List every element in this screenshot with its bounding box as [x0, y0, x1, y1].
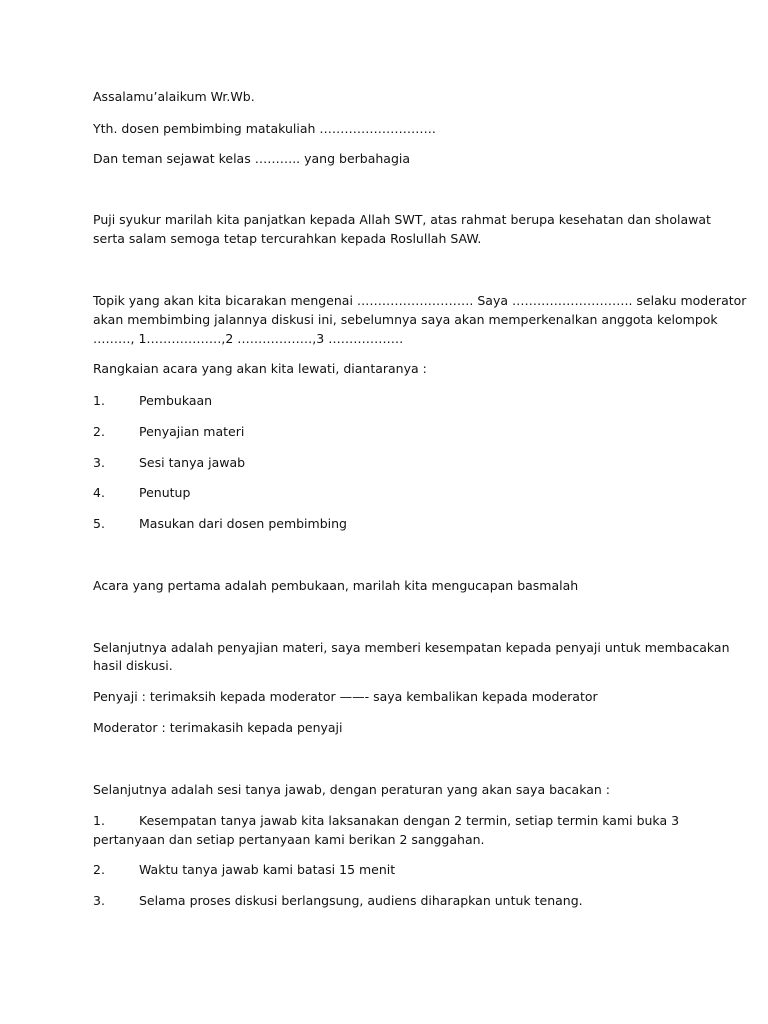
agenda-item-text: Penyajian materi	[139, 424, 245, 439]
topic-paragraph-line: Topik yang akan kita bicarakan mengenai ………………………. Saya ……………………….. selaku moderator	[93, 293, 747, 308]
addressee-lecturer-line: Yth. dosen pembimbing matakuliah ……………………….	[93, 121, 436, 136]
qa-intro-line: Selanjutnya adalah sesi tanya jawab, dengan peraturan yang akan saya bacakan :	[93, 782, 611, 797]
rule-item-number: 2.	[93, 862, 105, 877]
praise-paragraph-line: serta salam semoga tetap tercurahkan kepada Roslullah SAW.	[93, 231, 482, 246]
agenda-item-text: Sesi tanya jawab	[139, 455, 246, 470]
presentation-paragraph-line: Selanjutnya adalah penyajian materi, saya memberi kesempatan kepada penyaji untuk membacakan	[93, 640, 730, 655]
rule-item-text: Waktu tanya jawab kami batasi 15 menit	[139, 862, 396, 877]
praise-paragraph-line: Puji syukur marilah kita panjatkan kepada Allah SWT, atas rahmat berupa kesehatan dan sholawat	[93, 212, 711, 227]
agenda-item-number: 2.	[93, 424, 105, 439]
agenda-item-text: Masukan dari dosen pembimbing	[139, 516, 347, 531]
agenda-intro-line: Rangkaian acara yang akan kita lewati, diantaranya :	[93, 361, 427, 376]
rule-item-text-continued: pertanyaan dan setiap pertanyaan kami berikan 2 sanggahan.	[93, 832, 485, 847]
moderator-dialogue-line: Moderator : terimakasih kepada penyaji	[93, 720, 343, 735]
rule-item-number: 3.	[93, 893, 105, 908]
presentation-paragraph-line: hasil diskusi.	[93, 658, 173, 673]
agenda-item-number: 4.	[93, 485, 105, 500]
agenda-item-number: 1.	[93, 393, 105, 408]
agenda-item-text: Penutup	[139, 485, 191, 500]
rule-item-text: Selama proses diskusi berlangsung, audiens diharapkan untuk tenang.	[139, 893, 583, 908]
topic-paragraph-line: ………, 1………………,2 ………………,3 ………………	[93, 331, 404, 346]
topic-paragraph-line: akan membimbing jalannya diskusi ini, sebelumnya saya akan memperkenalkan anggota kelompok	[93, 312, 718, 327]
agenda-item-number: 5.	[93, 516, 105, 531]
addressee-classmates-line: Dan teman sejawat kelas ……….. yang berbahagia	[93, 151, 411, 166]
agenda-item-text: Pembukaan	[139, 393, 213, 408]
greeting-line: Assalamu’alaikum Wr.Wb.	[93, 89, 255, 104]
agenda-item-number: 3.	[93, 455, 105, 470]
rule-item-number: 1.	[93, 813, 105, 828]
opening-line: Acara yang pertama adalah pembukaan, marilah kita mengucapan basmalah	[93, 578, 579, 593]
presenter-dialogue-line: Penyaji : terimaksih kepada moderator ——- saya kembalikan kepada moderator	[93, 689, 598, 704]
rule-item-text: Kesempatan tanya jawab kita laksanakan dengan 2 termin, setiap termin kami buka 3	[139, 813, 680, 828]
